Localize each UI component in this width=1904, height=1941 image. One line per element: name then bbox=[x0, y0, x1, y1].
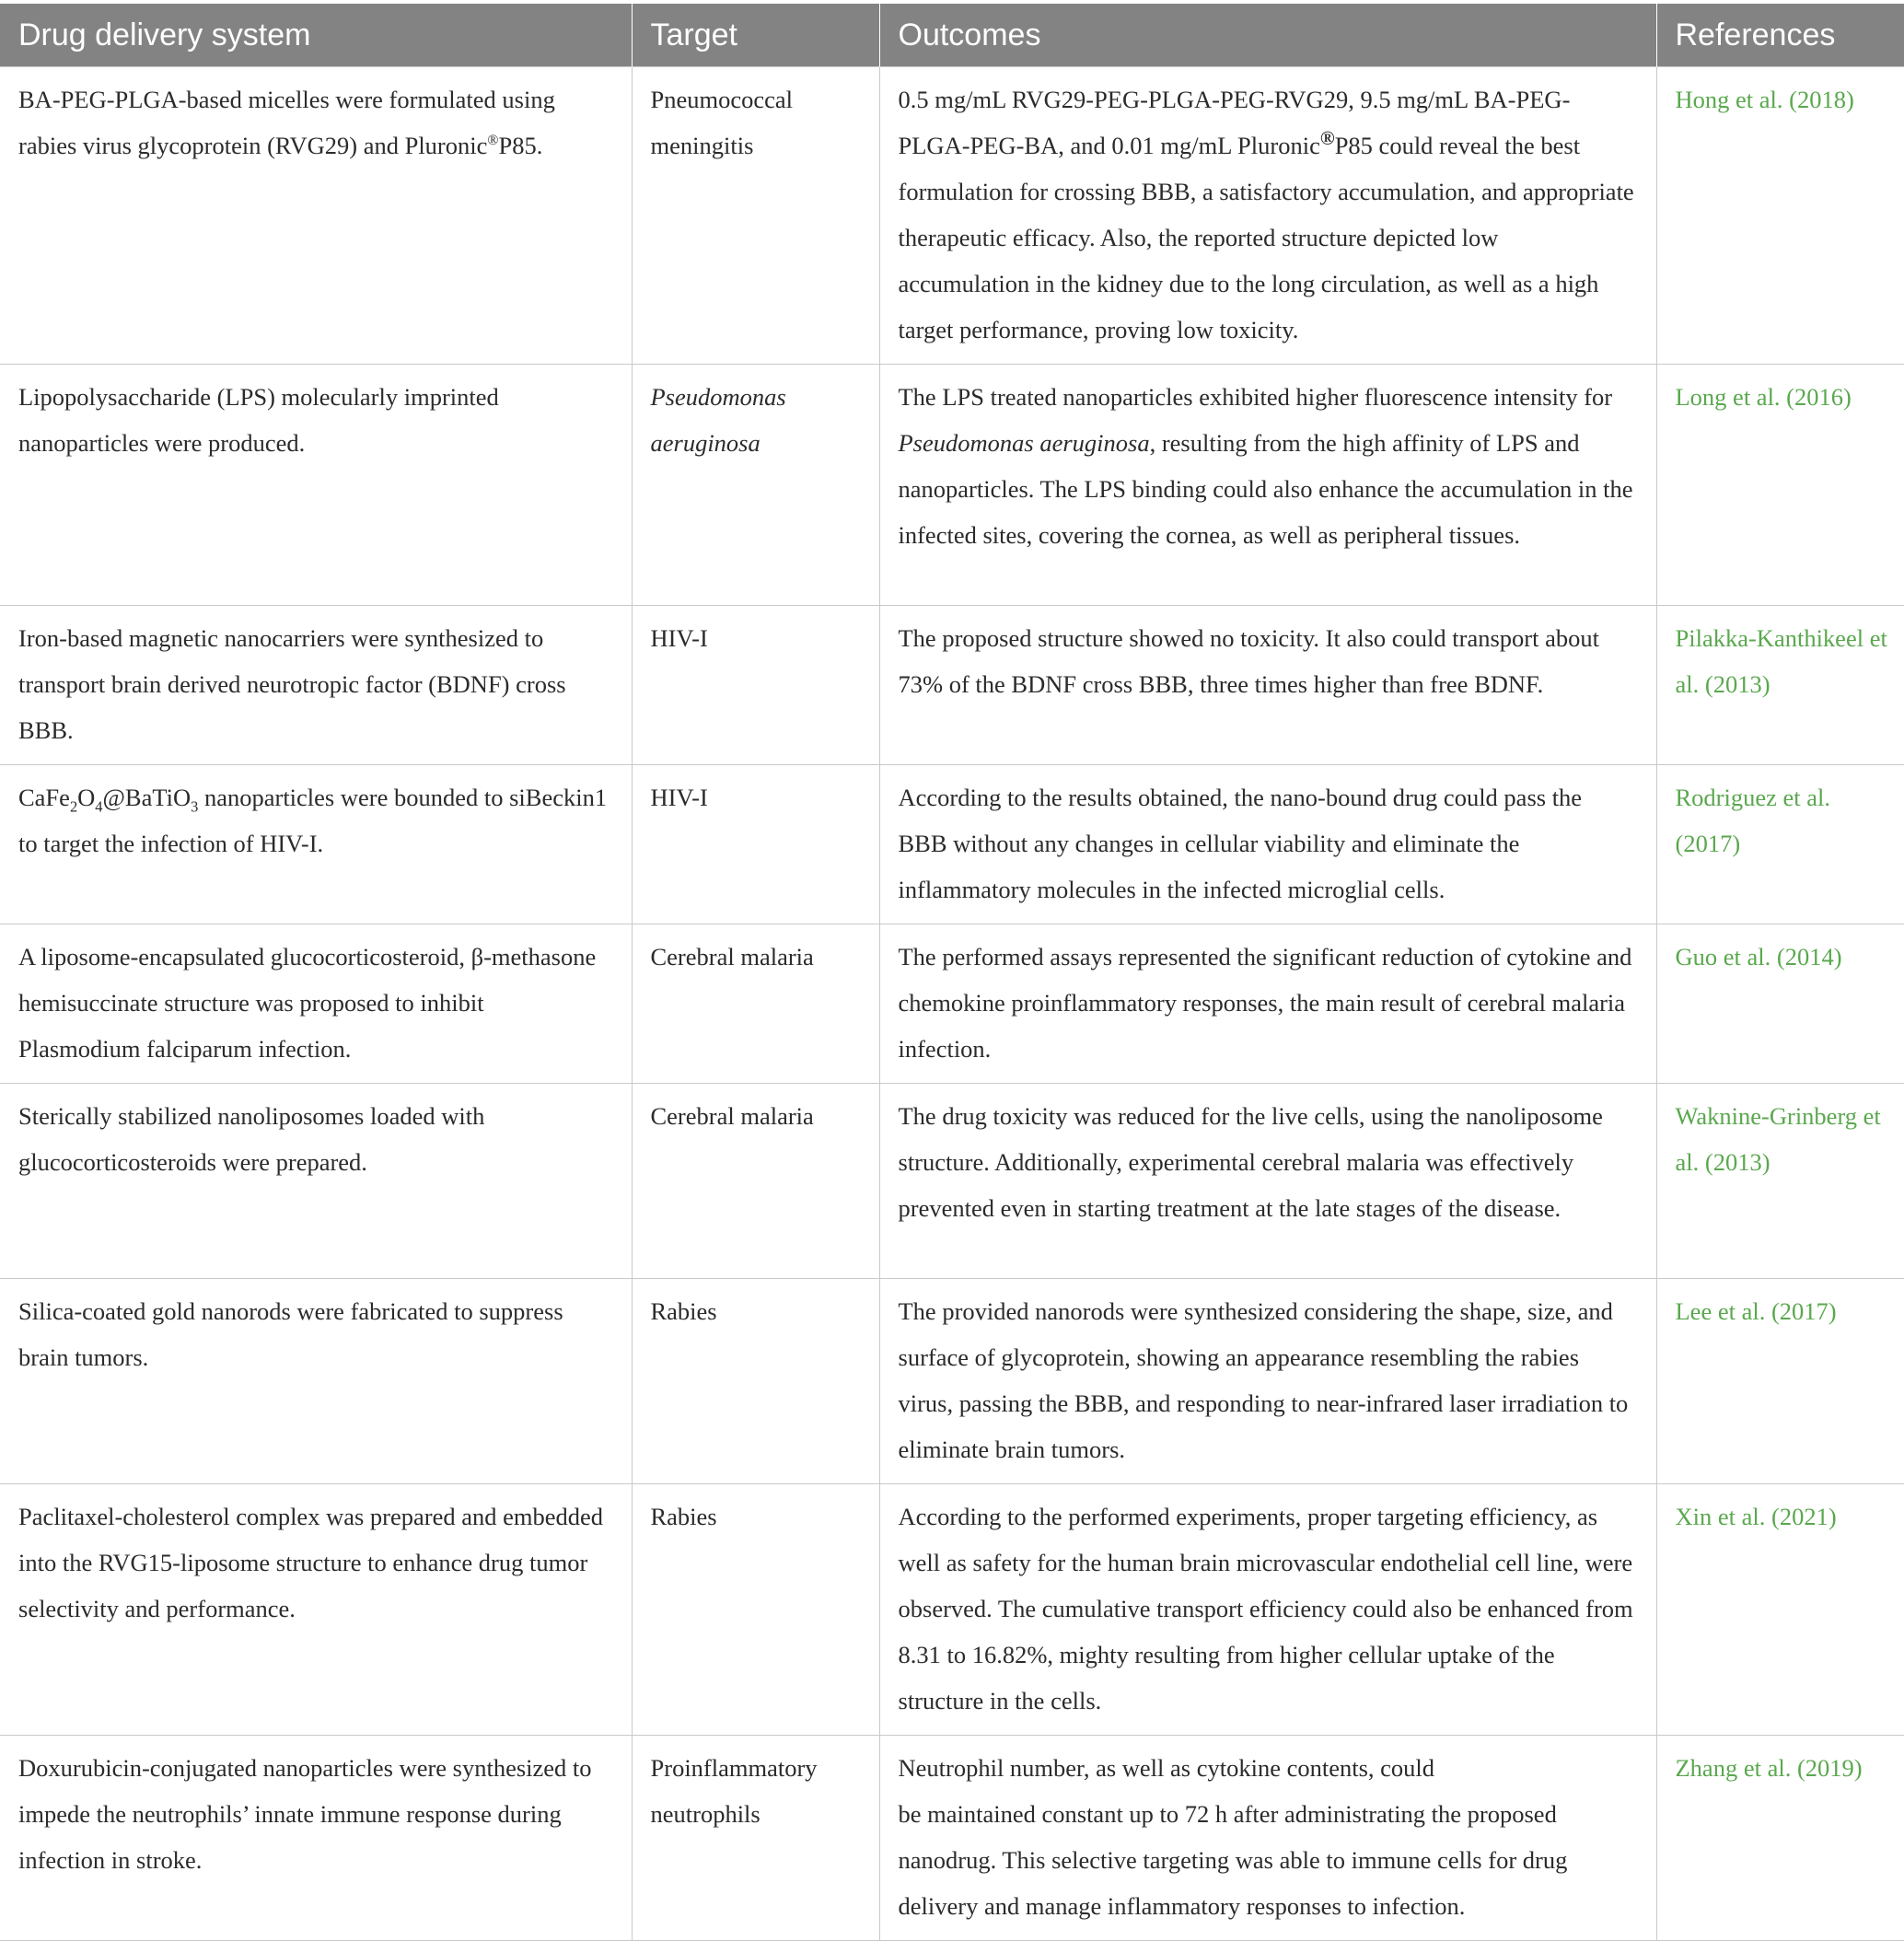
cell-reference[interactable]: Lee et al. (2017) bbox=[1656, 1279, 1904, 1484]
cell-outcome: The performed assays represented the significant reduction of cytokine and chemokine proinflammatory responses, the main result of cerebral malaria infection. bbox=[879, 924, 1656, 1084]
table-row bbox=[0, 365, 1904, 606]
table-row bbox=[0, 924, 1904, 1084]
table-row bbox=[0, 765, 1904, 924]
cell-outcome: The provided nanorods were synthesized considering the shape, size, and surface of glycoprotein, showing an appearance resembling the rabies virus, passing the BBB, and responding to near-infrared laser irradiation to eliminate brain tumors. bbox=[879, 1279, 1656, 1484]
header-drug-delivery-system: Drug delivery system bbox=[0, 4, 632, 67]
cell-target: Cerebral malaria bbox=[632, 924, 879, 1084]
cell-system: Silica-coated gold nanorods were fabricated to suppress brain tumors. bbox=[0, 1279, 632, 1484]
cell-reference[interactable]: Rodriguez et al. (2017) bbox=[1656, 765, 1904, 924]
cell-target: HIV-I bbox=[632, 765, 879, 924]
cell-system: Sterically stabilized nanoliposomes loaded with glucocorticosteroids were prepared. bbox=[0, 1084, 632, 1279]
cell-system: Doxurubicin-conjugated nanoparticles were synthesized to impede the neutrophils’ innate immune response during infection in stroke. bbox=[0, 1736, 632, 1941]
table-header bbox=[0, 4, 1904, 67]
cell-outcome: The proposed structure showed no toxicity. It also could transport about 73% of the BDNF cross BBB, three times higher than free BDNF. bbox=[879, 606, 1656, 765]
cell-reference[interactable]: Guo et al. (2014) bbox=[1656, 924, 1904, 1084]
cell-system: $CaFe_2O_4@BaTiO_3$ nanoparticles were bounded to siBeckin1 to target the infection of HIV-I. bbox=[0, 765, 632, 924]
cell-system: Iron-based magnetic nanocarriers were synthesized to transport brain derived neurotropic factor (BDNF) cross BBB. bbox=[0, 606, 632, 765]
cell-target: Rabies bbox=[632, 1484, 879, 1736]
table-body bbox=[0, 67, 1904, 1941]
cell-reference[interactable]: Waknine-Grinberg et al. (2013) bbox=[1656, 1084, 1904, 1279]
cell-reference[interactable]: Xin et al. (2021) bbox=[1656, 1484, 1904, 1736]
table-row bbox=[0, 606, 1904, 765]
cell-target: Proinflammatory neutrophils bbox=[632, 1736, 879, 1941]
drug-delivery-table bbox=[0, 4, 1904, 1941]
table-row bbox=[0, 67, 1904, 365]
cell-target: Pseudomonas aeruginosa bbox=[632, 365, 879, 606]
table-row bbox=[0, 1484, 1904, 1736]
header-references: References bbox=[1656, 4, 1904, 67]
cell-system: BA-PEG-PLGA-based micelles were formulated using rabies virus glycoprotein (RVG29) and Pluronic®P85. bbox=[0, 67, 632, 365]
cell-outcome: According to the performed experiments, proper targeting efficiency, as well as safety for the human brain microvascular endothelial cell line, were observed. The cumulative transport efficiency could also be enhanced from 8.31 to 16.82%, mighty resulting from higher cellular uptake of the structure in the cells. bbox=[879, 1484, 1656, 1736]
table-row bbox=[0, 1084, 1904, 1279]
cell-outcome: The drug toxicity was reduced for the live cells, using the nanoliposome structure. Additionally, experimental cerebral malaria was effectively prevented even in starting treatment at the late stages of the disease. bbox=[879, 1084, 1656, 1279]
cell-reference[interactable]: Pilakka-Kanthikeel et al. (2013) bbox=[1656, 606, 1904, 765]
cell-target: HIV-I bbox=[632, 606, 879, 765]
cell-target: Cerebral malaria bbox=[632, 1084, 879, 1279]
cell-system: A liposome-encapsulated glucocorticosteroid, β-methasone hemisuccinate structure was proposed to inhibit Plasmodium falciparum infection. bbox=[0, 924, 632, 1084]
cell-outcome: 0.5 mg/mL RVG29-PEG-PLGA-PEG-RVG29, 9.5 mg/mL BA-PEG-PLGA-PEG-BA, and 0.01 mg/mL Pluronic®P85 could reveal the best formulation for crossing BBB, a satisfactory accumulation, and appropriate therapeutic efficacy. Also, the reported structure depicted low accumulation in the kidney due to the long circulation, as well as a high target performance, proving low toxicity. bbox=[879, 67, 1656, 365]
header-row bbox=[0, 4, 1904, 67]
cell-system: Lipopolysaccharide (LPS) molecularly imprinted nanoparticles were produced. bbox=[0, 365, 632, 606]
cell-reference[interactable]: Zhang et al. (2019) bbox=[1656, 1736, 1904, 1941]
cell-reference[interactable]: Long et al. (2016) bbox=[1656, 365, 1904, 606]
cell-outcome: Neutrophil number, as well as cytokine contents, could be maintained constant up to 72 h after administrating the proposed nanodrug. This selective targeting was able to immune cells for drug delivery and manage inflammatory responses to infection. bbox=[879, 1736, 1656, 1941]
header-outcomes: Outcomes bbox=[879, 4, 1656, 67]
cell-reference[interactable]: Hong et al. (2018) bbox=[1656, 67, 1904, 365]
table-row bbox=[0, 1736, 1904, 1941]
header-target: Target bbox=[632, 4, 879, 67]
cell-outcome: According to the results obtained, the nano-bound drug could pass the BBB without any changes in cellular viability and eliminate the inflammatory molecules in the infected microglial cells. bbox=[879, 765, 1656, 924]
cell-target: Pneumococcal meningitis bbox=[632, 67, 879, 365]
cell-target: Rabies bbox=[632, 1279, 879, 1484]
cell-system: Paclitaxel-cholesterol complex was prepared and embedded into the RVG15-liposome structure to enhance drug tumor selectivity and performance. bbox=[0, 1484, 632, 1736]
cell-outcome: The LPS treated nanoparticles exhibited higher fluorescence intensity for Pseudomonas aeruginosa, resulting from the high affinity of LPS and nanoparticles. The LPS binding could also enhance the accumulation in the infected sites, covering the cornea, as well as peripheral tissues. bbox=[879, 365, 1656, 606]
table-row bbox=[0, 1279, 1904, 1484]
